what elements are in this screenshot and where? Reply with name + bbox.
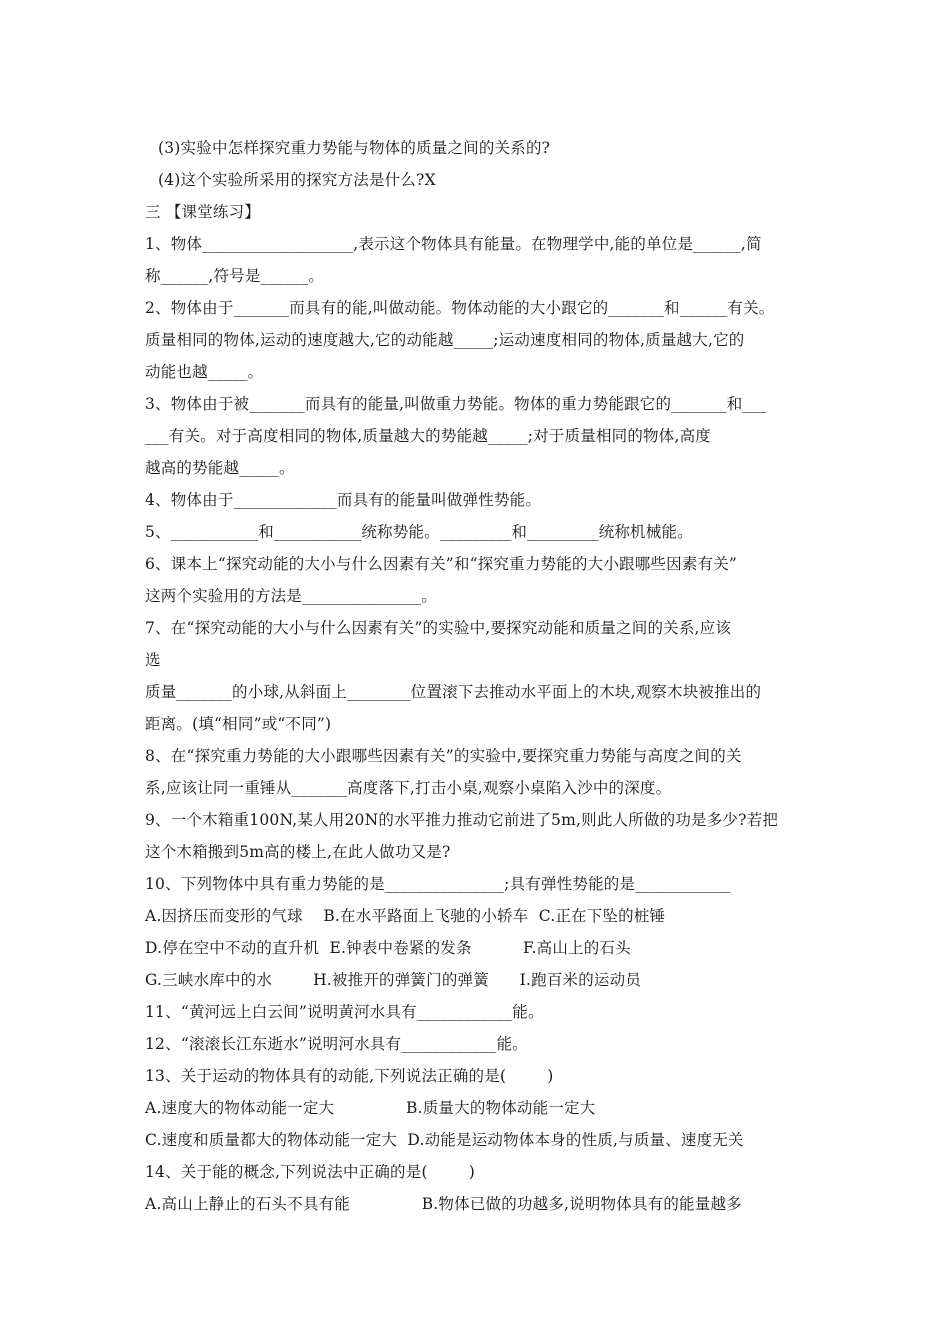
section-heading-practice: 三 【课堂练习】 bbox=[145, 203, 261, 221]
exercise-1-line-2: 称______,符号是______。 bbox=[145, 267, 325, 285]
exercise-7-line-4: 距离。(填“相同”或“不同”) bbox=[145, 715, 332, 733]
exercise-14: 14、关于能的概念,下列说法中正确的是( ) bbox=[145, 1163, 475, 1181]
exercise-14-options-row-1: A.高山上静止的石头不具有能 B.物体已做的功越多,说明物体具有的能量越多 bbox=[145, 1195, 742, 1213]
exercise-1-line-1: 1、物体___________________,表示这个物体具有能量。在物理学中,能的单位是______,简 bbox=[145, 235, 762, 253]
exercise-9-line-1: 9、一个木箱重100N,某人用20N的水平推力推动它前进了5m,则此人所做的功是多少?若把 bbox=[145, 811, 779, 829]
exercise-8-line-1: 8、在“探究重力势能的大小跟哪些因素有关”的实验中,要探究重力势能与高度之间的关 bbox=[145, 747, 742, 765]
exercise-5: 5、___________和___________统称势能。_________和_________统称机械能。 bbox=[145, 523, 693, 541]
exercise-12: 12、“滚滚长江东逝水”说明河水具有____________能。 bbox=[145, 1035, 528, 1053]
exercise-10-options-row-1: A.因挤压而变形的气球 B.在水平路面上飞驰的小轿车 C.正在下坠的桩锤 bbox=[145, 907, 666, 925]
exercise-7-line-3: 质量_______的小球,从斜面上________位置滚下去推动水平面上的木块,观察木块被推出的 bbox=[145, 683, 762, 701]
exercise-3-line-2: ___有关。对于高度相同的物体,质量越大的势能越_____;对于质量相同的物体,高度 bbox=[145, 427, 711, 445]
exercise-11: 11、“黄河远上白云间”说明黄河水具有____________能。 bbox=[145, 1003, 544, 1021]
question-4: (4)这个实验所采用的探究方法是什么?X bbox=[158, 171, 436, 189]
exercise-13: 13、关于运动的物体具有的动能,下列说法正确的是( ) bbox=[145, 1067, 554, 1085]
exercise-3-line-3: 越高的势能越_____。 bbox=[145, 459, 295, 477]
exercise-2-line-1: 2、物体由于_______而具有的能,叫做动能。物体动能的大小跟它的_______和______有关。 bbox=[145, 299, 775, 317]
exercise-7-line-1: 7、在“探究动能的大小与什么因素有关”的实验中,要探究动能和质量之间的关系,应该 bbox=[145, 619, 732, 637]
exercise-10-options-row-2: D.停在空中不动的直升机 E.钟表中卷紧的发条 F.高山上的石头 bbox=[145, 939, 631, 957]
exercise-6-line-1: 6、课本上“探究动能的大小与什么因素有关”和“探究重力势能的大小跟哪些因素有关” bbox=[145, 555, 738, 573]
question-3: (3)实验中怎样探究重力势能与物体的质量之间的关系的? bbox=[158, 139, 551, 157]
exercise-8-line-2: 系,应该让同一重锤从_______高度落下,打击小桌,观察小桌陷入沙中的深度。 bbox=[145, 779, 672, 797]
exercise-7-line-2: 选 bbox=[145, 651, 161, 669]
exercise-2-line-3: 动能也越_____。 bbox=[145, 363, 264, 381]
exercise-4: 4、物体由于_____________而具有的能量叫做弹性势能。 bbox=[145, 491, 542, 509]
exercise-9-line-2: 这个木箱搬到5m高的楼上,在此人做功又是? bbox=[145, 843, 451, 861]
exercise-13-options-row-2: C.速度和质量都大的物体动能一定大 D.动能是运动物体本身的性质,与质量、速度无关 bbox=[145, 1131, 744, 1149]
exercise-6-line-2: 这两个实验用的方法是_______________。 bbox=[145, 587, 437, 605]
exercise-3-line-1: 3、物体由于被_______而具有的能量,叫做重力势能。物体的重力势能跟它的_______和___ bbox=[145, 395, 767, 413]
exercise-10-options-row-3: G.三峡水库中的水 H.被推开的弹簧门的弹簧 I.跑百米的运动员 bbox=[145, 971, 642, 989]
exercise-2-line-2: 质量相同的物体,运动的速度越大,它的动能越_____;运动速度相同的物体,质量越大,它的 bbox=[145, 331, 745, 349]
exercise-10: 10、下列物体中具有重力势能的是_______________;具有弹性势能的是____________ bbox=[145, 875, 731, 893]
exercise-13-options-row-1: A.速度大的物体动能一定大 B.质量大的物体动能一定大 bbox=[145, 1099, 596, 1117]
